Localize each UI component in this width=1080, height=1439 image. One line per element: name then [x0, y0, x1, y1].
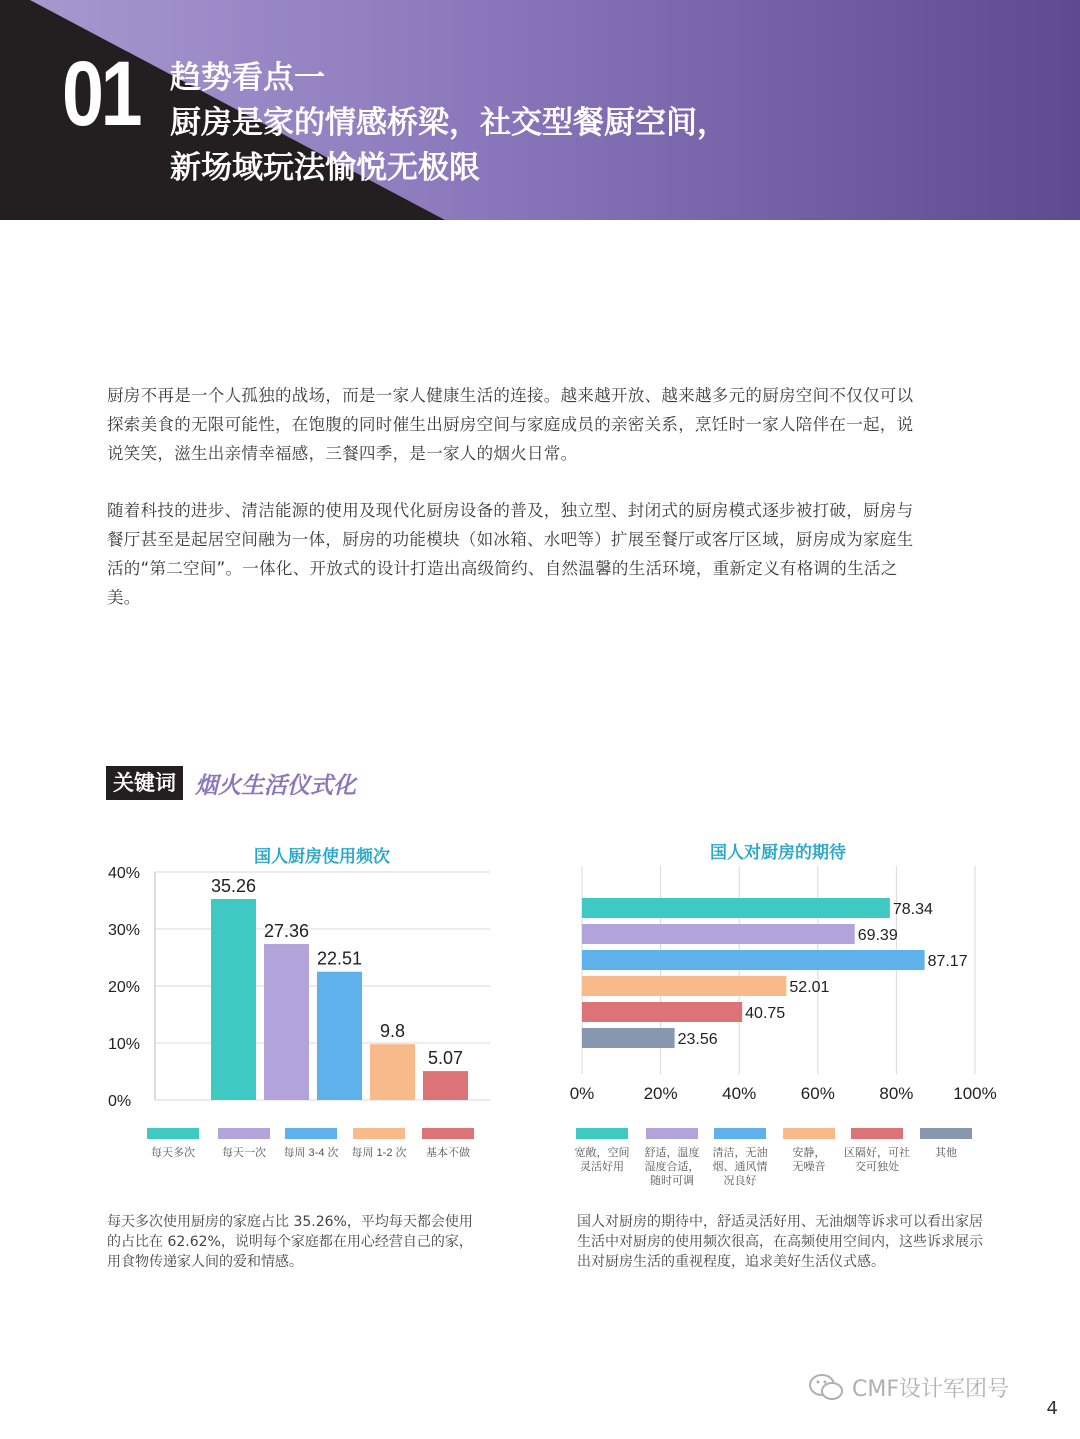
kitchen-expectation-chart — [560, 834, 1010, 1194]
bar — [317, 972, 362, 1100]
legend-label-line: 随时可调 — [650, 1175, 694, 1187]
data-label: 40.75 — [745, 1005, 786, 1022]
y-tick-label: 40% — [108, 865, 141, 882]
legend-label-line: 灵活好用 — [580, 1161, 624, 1173]
paragraph-2: 随着科技的进步、清洁能源的使用及现代化厨房设备的普及，独立型、封闭式的厨房模式逐步被打破，厨房与餐厅甚至是起居空间融为一体，厨房的功能模块（如冰箱、水吧等）扩展至餐厅或客厅区域，厨房成为家庭生活的“第二空间”。一体化、开放式的设计打造出高级简约、自然温馨的生活环境，重新定义有格调的生活之美。 — [107, 501, 914, 607]
banner-line-1: 趋势看点一 — [170, 60, 325, 96]
y-tick-label: 0% — [108, 1093, 132, 1110]
legend-label — [575, 1145, 630, 1173]
chart-title: 国人厨房使用频次 — [254, 847, 390, 866]
data-label: 87.17 — [927, 953, 968, 970]
x-tick-label: 100% — [953, 1084, 997, 1103]
data-label: 23.56 — [677, 1031, 718, 1048]
legend-swatch — [285, 1128, 337, 1139]
data-label: 35.26 — [210, 876, 257, 897]
x-tick-label: 60% — [800, 1084, 835, 1103]
y-tick-label: 20% — [108, 979, 141, 996]
bar — [211, 899, 256, 1100]
watermark-text: CMF设计军团号 — [852, 1377, 1009, 1402]
legend-label — [844, 1145, 910, 1173]
banner-line-3: 新场域玩法愉悦无极限 — [170, 150, 480, 186]
legend-label-line: 湿度合适， — [644, 1161, 700, 1173]
legend-label: 每周 1-2 次 — [351, 1147, 407, 1159]
banner-line-2: 厨房是家的情感桥梁，社交型餐厨空间， — [170, 105, 728, 141]
bar — [582, 924, 855, 944]
data-label: 69.39 — [857, 927, 898, 944]
bar — [582, 898, 890, 918]
legend-label-line: 清洁，无油 — [712, 1147, 768, 1159]
caption-left: 每天多次使用厨房的家庭占比 35.26%，平均每天都会使用的占比在 62.62%，说明每个家庭都在用心经营自己的家，用食物传递家人间的爱和情感。 — [107, 1214, 473, 1270]
legend-label — [793, 1145, 826, 1173]
bar — [370, 1044, 415, 1100]
legend-swatch — [147, 1128, 199, 1139]
legend-label — [645, 1145, 700, 1187]
legend-label-line: 其他 — [935, 1147, 957, 1159]
legend-swatch — [646, 1128, 698, 1139]
legend-swatch — [218, 1128, 270, 1139]
legend-swatch — [576, 1128, 628, 1139]
wechat-icon — [808, 1373, 844, 1403]
caption-right: 国人对厨房的期待中，舒适灵活好用、无油烟等诉求可以看出家居生活中对厨房的使用频次很高，在高频使用空间内，这些诉求展示出对厨房生活的重视程度，追求美好生活仪式感。 — [577, 1214, 983, 1270]
legend-label — [935, 1145, 957, 1159]
data-label: 78.34 — [892, 901, 933, 918]
legend-swatch — [783, 1128, 835, 1139]
x-tick-label: 0% — [569, 1084, 595, 1103]
x-tick-label: 40% — [722, 1084, 757, 1103]
legend-label: 每周 3-4 次 — [283, 1147, 339, 1159]
legend-swatch — [422, 1128, 474, 1139]
bar — [423, 1071, 468, 1100]
x-tick-label: 20% — [643, 1084, 678, 1103]
legend-label-line: 交可独处 — [855, 1161, 899, 1173]
bar — [582, 1002, 742, 1022]
legend-label-line: 况良好 — [723, 1175, 757, 1187]
legend-label-line: 区隔好，可社 — [844, 1147, 910, 1159]
legend-label-line: 舒适，温度 — [644, 1147, 700, 1159]
legend-label: 每天多次 — [151, 1147, 195, 1159]
keyword-label: 关键词 — [106, 766, 183, 800]
keyword-heading — [106, 766, 356, 800]
bar — [582, 976, 786, 996]
legend-label — [713, 1145, 768, 1187]
chart-title: 国人对厨房的期待 — [710, 843, 846, 862]
x-tick-label: 80% — [879, 1084, 914, 1103]
legend-swatch — [920, 1128, 972, 1139]
legend-swatch — [714, 1128, 766, 1139]
data-label: 9.8 — [379, 1021, 406, 1042]
data-label: 5.07 — [427, 1048, 464, 1069]
bar — [582, 950, 925, 970]
bar — [264, 944, 309, 1100]
watermark — [808, 1372, 1009, 1403]
banner-title — [170, 56, 728, 191]
legend-swatch — [851, 1128, 903, 1139]
page-number: 4 — [1046, 1398, 1058, 1419]
legend-label-line: 安静， — [792, 1147, 826, 1159]
legend-label: 每天一次 — [222, 1147, 266, 1159]
header-banner — [0, 0, 1080, 220]
y-tick-label: 30% — [108, 922, 141, 939]
paragraph-1: 厨房不再是一个人孤独的战场，而是一家人健康生活的连接。越来越开放、越来越多元的厨房空间不仅仅可以探索美食的无限可能性，在饱腹的同时催生出厨房空间与家庭成员的亲密关系，烹饪时一家人陪伴在一起，说说笑笑，滋生出亲情幸福感，三餐四季，是一家人的烟火日常。 — [107, 386, 914, 463]
legend-swatch — [353, 1128, 405, 1139]
data-label: 52.01 — [789, 979, 830, 996]
legend-label-line: 烟、通风情 — [712, 1161, 768, 1173]
section-number: 01 — [62, 43, 140, 145]
usage-frequency-chart — [100, 838, 500, 1178]
bar — [582, 1028, 675, 1048]
keyword-text: 烟火生活仪式化 — [195, 772, 356, 799]
data-label: 27.36 — [263, 921, 310, 942]
legend-label-line: 宽敞，空间 — [574, 1147, 630, 1159]
legend-label-line: 无噪音 — [792, 1161, 826, 1173]
legend-label: 基本不做 — [426, 1147, 470, 1159]
data-label: 22.51 — [316, 948, 363, 969]
y-tick-label: 10% — [108, 1036, 141, 1053]
